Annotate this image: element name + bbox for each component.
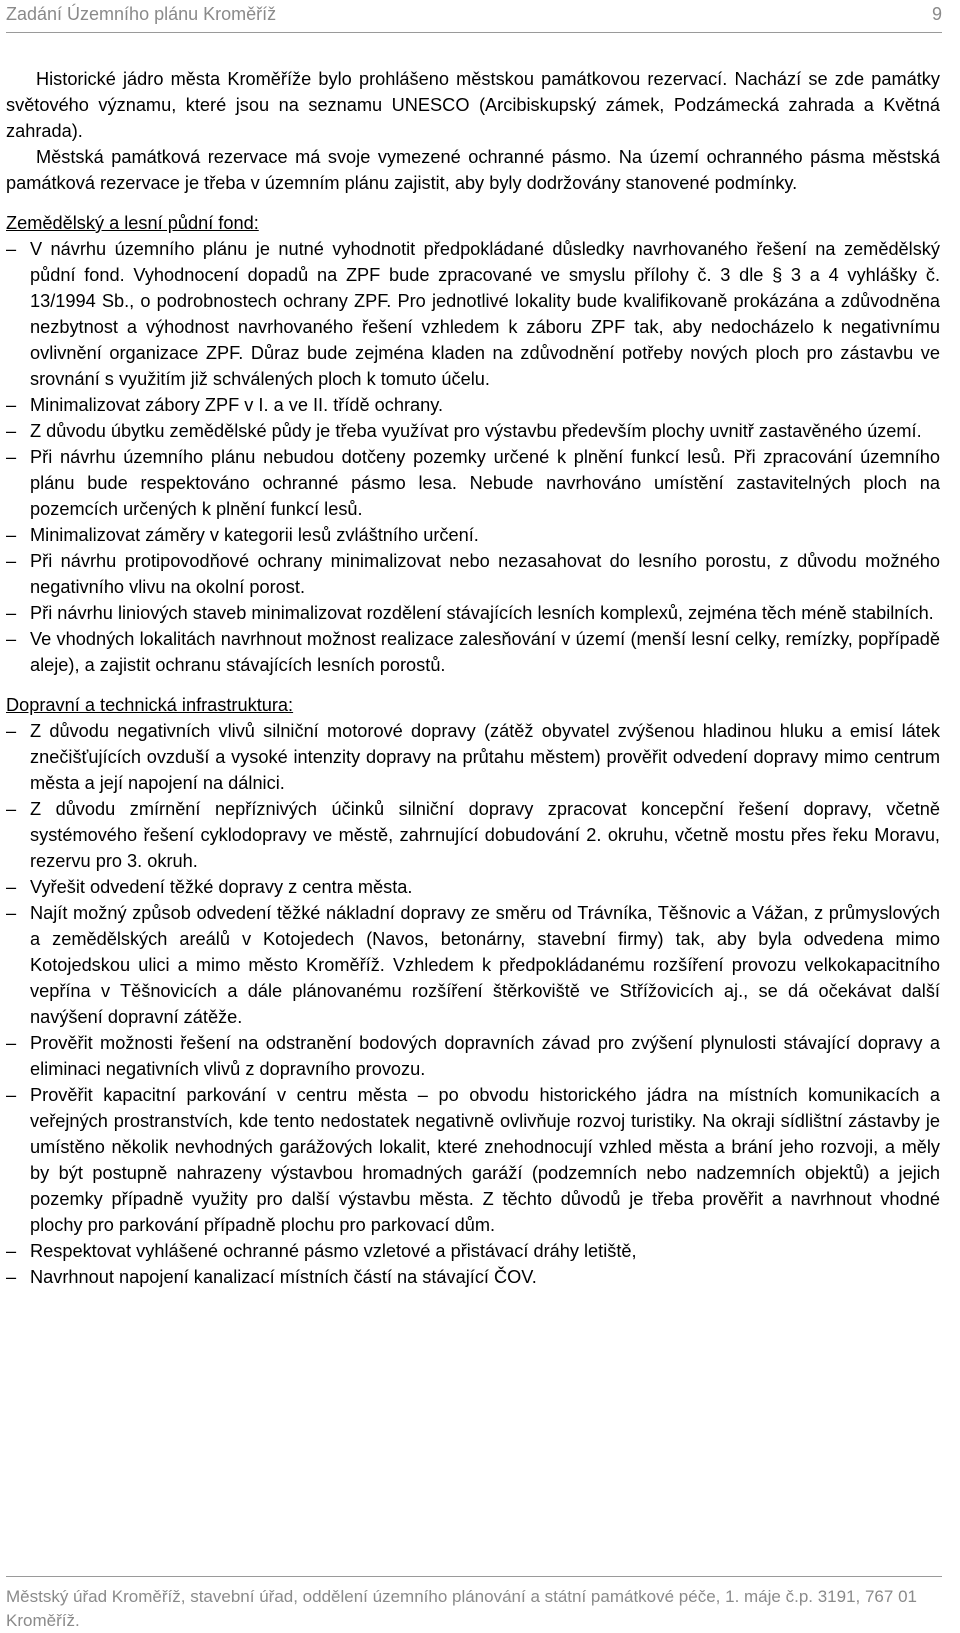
list-item-text: Najít možný způsob odvedení těžké nákladní dopravy ze směru od Trávníka, Těšnovic a Vážan, z průmyslových a zemědělských areálů v Kotojedech (Navos, betonárny, stavební firmy) tak, aby byla odvedena mimo Kotojedskou ulici a mimo město Kroměříž. Vzhledem k předpokládanému rozšíření provozu velkokapacitního vepřína v Těšnovicích a dále plánovanému rozšíření štěrkoviště ve Střížovicích aj., se dá očekávat další navýšení dopravní zátěže. <box>30 903 940 1027</box>
list-item <box>6 600 940 626</box>
dash-bullet: – <box>6 525 17 545</box>
list-item <box>6 1030 940 1082</box>
list-item <box>6 1082 940 1238</box>
list-item-text: Při návrhu územního plánu nebudou dotčeny pozemky určené k plnění funkcí lesů. Při zpracování územního plánu bude respektováno ochranné pásmo lesa. Nebude navrhováno umístění zastavitelných ploch na pozemcích určených k plnění funkcí lesů. <box>30 447 940 519</box>
list-item <box>6 548 940 600</box>
dash-bullet: – <box>6 903 17 923</box>
document-title: Zadání Územního plánu Kroměříž <box>6 4 277 24</box>
list-item-text: Při návrhu protipovodňové ochrany minimalizovat nebo nezasahovat do lesního porostu, z důvodu možného negativního vlivu na okolní porost. <box>30 551 940 597</box>
list-item <box>6 392 940 418</box>
dash-bullet: – <box>6 721 17 741</box>
transport-list <box>6 718 940 1290</box>
list-item <box>6 418 940 444</box>
zpf-list <box>6 236 940 678</box>
dash-bullet: – <box>6 877 17 897</box>
section-title-transport: Dopravní a technická infrastruktura: <box>6 695 294 715</box>
list-item-text: Ve vhodných lokalitách navrhnout možnost realizace zalesňování v území (menší lesní celky, remízky, popřípadě aleje), a zajistit ochranu stávajících lesních porostů. <box>30 629 940 675</box>
intro-paragraph-2: Městská památková rezervace má svoje vymezené ochranné pásmo. Na území ochranného pásma městská památková rezervace je třeba v územním plánu zajistit, aby byly dodržovány stanovené podmínky. <box>6 147 940 193</box>
list-item <box>6 718 940 796</box>
list-item-text: Vyřešit odvedení těžké dopravy z centra města. <box>30 877 413 897</box>
dash-bullet: – <box>6 421 17 441</box>
list-item <box>6 900 940 1030</box>
list-item <box>6 1238 940 1264</box>
list-item <box>6 522 940 548</box>
list-item-text: Prověřit možnosti řešení na odstranění bodových dopravních závad pro zvýšení plynulosti stávající dopravy a eliminaci negativních vlivů z dopravního provozu. <box>30 1033 940 1079</box>
intro-paragraph-1: Historické jádro města Kroměříže bylo prohlášeno městskou památkovou rezervací. Nachází se zde památky světového významu, které jsou na seznamu UNESCO (Arcibiskupský zámek, Podzámecká zahrada a Květná zahrada). <box>6 69 940 141</box>
footer-address: Městský úřad Kroměříž, stavební úřad, oddělení územního plánování a státní památkové péče, 1. máje č.p. 3191, 767 01 Kroměříž. <box>6 1587 917 1630</box>
dash-bullet: – <box>6 1033 17 1053</box>
list-item-text: Z důvodu negativních vlivů silniční motorové dopravy (zátěž obyvatel zvýšenou hladinou hluku a emisí látek znečišťujících ovzduší a vysoké intenzity dopravy na průtahu městem) prověřit odvedení dopravy mimo centrum města a její napojení na dálnici. <box>30 721 940 793</box>
dash-bullet: – <box>6 603 17 623</box>
header-divider <box>6 32 942 33</box>
dash-bullet: – <box>6 1241 17 1261</box>
dash-bullet: – <box>6 551 17 571</box>
list-item-text: Prověřit kapacitní parkování v centru města – po obvodu historického jádra na místních komunikacích a veřejných prostranstvích, kde tento nedostatek negativně ovlivňuje rozvoj turistiky. Na okraji sídlištní zástavby je umístěno několik nevhodných garážových lokalit, které znehodnocují vzhled města a brání jeho rozvoji, a měly by být postupně nahrazeny výstavbou hromadných garáží (podzemních nebo nadzemních objektů) a jejich pozemky případně využity pro další výstavbu města. Z těchto důvodů je třeba prověřit a navrhnout vhodné plochy pro parkování případně plochu pro parkovací dům. <box>30 1085 940 1235</box>
list-item <box>6 874 940 900</box>
dash-bullet: – <box>6 1267 17 1287</box>
list-item-text: Navrhnout napojení kanalizací místních částí na stávající ČOV. <box>30 1267 537 1287</box>
page-number: 9 <box>931 4 942 24</box>
list-item-text: V návrhu územního plánu je nutné vyhodnotit předpokládané důsledky navrhovaného řešení na zemědělský půdní fond. Vyhodnocení dopadů na ZPF bude zpracované ve smyslu přílohy č. 3 dle § 3 a 4 vyhlášky č. 13/1994 Sb., o podrobnostech ochrany ZPF. Pro jednotlivé lokality bude kvalifikovaně prokázána a zdůvodněna nezbytnost a výhodnost navrhovaného řešení vzhledem k záboru ZPF tak, aby nedocházelo k negativnímu ovlivnění organizace ZPF. Důraz bude zejména kladen na zdůvodnění potřeby nových ploch pro zástavbu ve srovnání s využitím již schválených ploch k tomuto účelu. <box>30 239 940 389</box>
dash-bullet: – <box>6 1085 17 1105</box>
dash-bullet: – <box>6 239 17 259</box>
list-item <box>6 626 940 678</box>
page-body <box>6 66 940 1290</box>
list-item-text: Z důvodu úbytku zemědělské půdy je třeba využívat pro výstavbu především plochy uvnitř zastavěného území. <box>30 421 922 441</box>
page-header <box>6 4 942 32</box>
list-item-text: Minimalizovat záměry v kategorii lesů zvláštního určení. <box>30 525 479 545</box>
list-item-text: Respektovat vyhlášené ochranné pásmo vzletové a přistávací dráhy letiště, <box>30 1241 637 1261</box>
list-item <box>6 236 940 392</box>
list-item <box>6 444 940 522</box>
section-title-zpf: Zemědělský a lesní půdní fond: <box>6 213 259 233</box>
dash-bullet: – <box>6 395 17 415</box>
list-item <box>6 1264 940 1290</box>
dash-bullet: – <box>6 447 17 467</box>
list-item-text: Při návrhu liniových staveb minimalizovat rozdělení stávajících lesních komplexů, zejména těch méně stabilních. <box>30 603 934 623</box>
dash-bullet: – <box>6 799 17 819</box>
dash-bullet: – <box>6 629 17 649</box>
list-item-text: Z důvodu zmírnění nepříznivých účinků silniční dopravy zpracovat koncepční řešení dopravy, včetně systémového řešení cyklodopravy ve městě, zahrnující dobudování 2. okruhu, včetně mostu přes řeku Moravu, rezervu pro 3. okruh. <box>30 799 940 871</box>
list-item-text: Minimalizovat zábory ZPF v I. a ve II. třídě ochrany. <box>30 395 444 415</box>
list-item <box>6 796 940 874</box>
page-footer <box>6 1576 942 1633</box>
